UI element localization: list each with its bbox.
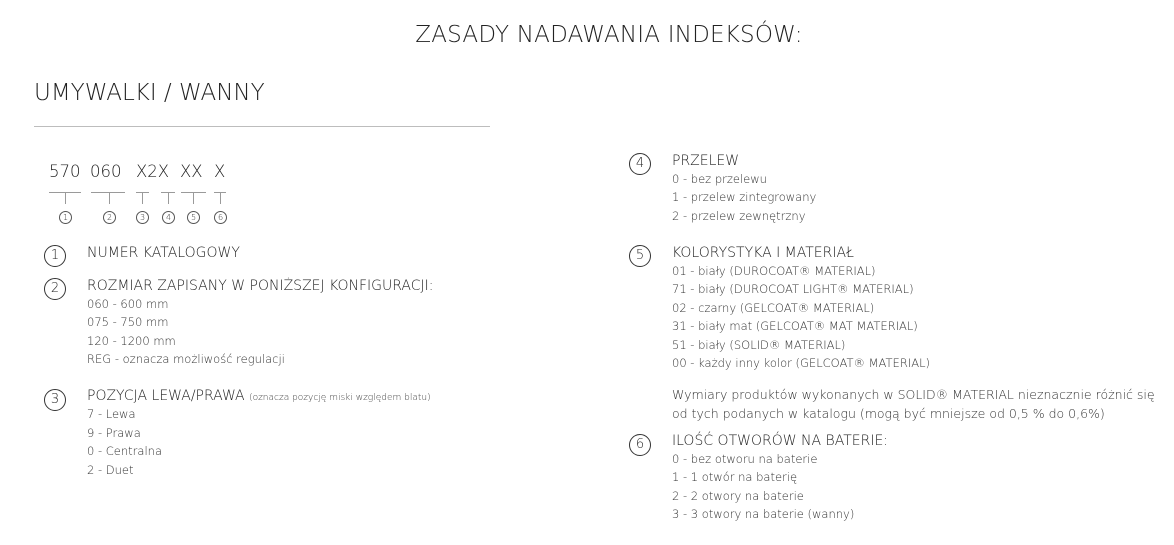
marker-4: 4 [162,211,175,224]
number-circle-5: 5 [629,245,651,267]
index-part-size: 060 [90,162,122,181]
heading-color-material: KOLORYSTYKA I MATERIAŁ [672,245,854,261]
tap-holes-option: 2 - 2 otwory na baterie [672,489,804,503]
heading-overflow: PRZELEW [672,153,740,169]
heading-size: ROZMIAR ZAPISANY W PONIŻSZEJ KONFIGURACJI: [87,278,434,294]
marker-5: 5 [187,211,200,224]
number-circle-4: 4 [629,153,651,175]
heading-position [87,388,431,404]
heading-position-title: POZYCJA LEWA/PRAWA [87,388,245,404]
bracket-6-stem [220,192,221,204]
color-option: 31 - biały mat (GELCOAT® MAT MATERIAL) [672,319,918,333]
overflow-option: 0 - bez przelewu [672,172,767,186]
index-part-position: X2X [136,162,170,181]
size-option: 060 - 600 mm [87,297,169,311]
overflow-option: 1 - przelew zintegrowany [672,190,817,204]
number-circle-3: 3 [44,389,66,411]
page-title: ZASADY NADAWANIA INDEKSÓW: [415,22,803,48]
number-circle-1: 1 [44,245,66,267]
position-option: 9 - Prawa [87,426,141,440]
bracket-5-stem [193,192,194,204]
heading-tap-holes: ILOŚĆ OTWORÓW NA BATERIE: [672,433,889,449]
number-circle-2: 2 [44,278,66,300]
overflow-option: 2 - przelew zewnętrzny [672,209,806,223]
bracket-3-stem [142,192,143,204]
index-part-holes: X [214,162,226,181]
bracket-1-stem [65,192,66,204]
bracket-2-stem [109,192,110,204]
marker-1: 1 [59,211,72,224]
color-option: 00 - każdy inny kolor (GELCOAT® MATERIAL) [672,356,930,370]
divider [34,126,490,127]
heading-catalog-number: NUMER KATALOGOWY [87,245,240,261]
bracket-2 [91,192,125,193]
color-option: 51 - biały (SOLID® MATERIAL) [672,338,846,352]
size-option: 075 - 750 mm [87,315,169,329]
position-option: 0 - Centralna [87,444,162,458]
position-option: 7 - Lewa [87,407,136,421]
tap-holes-option: 3 - 3 otwory na baterie (wanny) [672,507,855,521]
tap-holes-option: 0 - bez otworu na baterie [672,452,818,466]
marker-3: 3 [136,211,149,224]
bracket-4-stem [168,192,169,204]
tap-holes-option: 1 - 1 otwór na baterię [672,470,798,484]
index-part-catalog: 570 [49,162,81,181]
index-part-color: XX [180,162,203,181]
size-option: REG - oznacza możliwość regulacji [87,352,285,366]
marker-6: 6 [214,211,227,224]
heading-position-note: (oznacza pozycję miski względem blatu) [249,393,431,403]
size-option: 120 - 1200 mm [87,334,176,348]
marker-2: 2 [103,211,116,224]
solid-material-note: Wymiary produktów wykonanych w SOLID® MATERIAL nieznacznie różnić się od tych podanych w katalogu (mogą być mniejsze od 0,5 % do 0,6%) [672,387,1155,421]
color-option: 02 - czarny (GELCOAT® MATERIAL) [672,301,875,315]
section-title: UMYWALKI / WANNY [34,80,265,106]
color-option: 01 - biały (DUROCOAT® MATERIAL) [672,264,876,278]
number-circle-6: 6 [629,434,651,456]
color-option: 71 - biały (DUROCOAT LIGHT® MATERIAL) [672,282,914,296]
position-option: 2 - Duet [87,463,134,477]
